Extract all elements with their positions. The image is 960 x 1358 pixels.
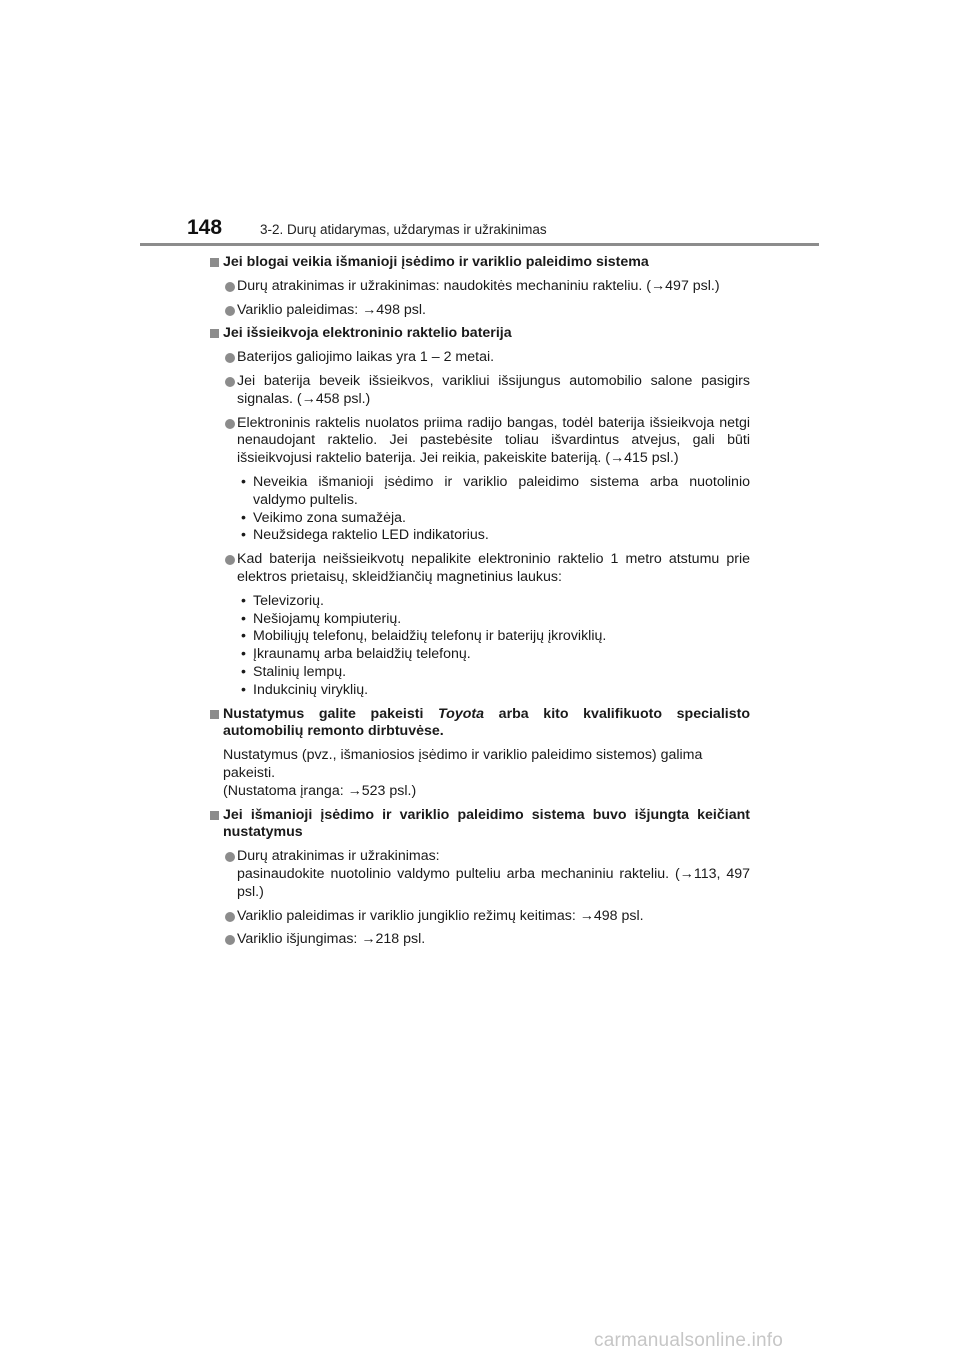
sub-list-item: • Stalinių lempų. [241, 663, 347, 680]
list-item [210, 373, 750, 409]
sub-list [210, 593, 750, 700]
sub-list-item: • Neveikia išmanioji įsėdimo ir variklio paleidimo sistema arba nuotolinio valdymo pultelis. [241, 473, 750, 508]
dot-marker: • [241, 592, 246, 609]
list-item [210, 278, 750, 296]
watermark: carmanualsonline.info [594, 1330, 784, 1351]
page-number: 148 [187, 216, 223, 239]
list-item-text: Durų atrakinimas ir užrakinimas: naudokitės mechaniniu rakteliu. (→497 psl.) [237, 277, 720, 294]
sub-list-item: • Įkraunamų arba belaidžių telefonų. [241, 646, 471, 663]
circle-bullet-icon [225, 852, 235, 862]
list-item-text: Durų atrakinimas ir užrakinimas: [237, 848, 440, 865]
list-item-text: pasinaudokite nuotolinio valdymo pulteliu arba mechaniniu rakteliu. (→113, 497 psl.) [237, 865, 750, 900]
circle-bullet-icon [225, 935, 235, 945]
dot-marker: • [241, 681, 246, 698]
sub-list-item: • Mobiliųjų telefonų, belaidžių telefonų ir baterijų įkroviklių. [241, 628, 607, 645]
circle-bullet-icon [225, 419, 235, 429]
circle-bullet-icon [225, 282, 235, 292]
square-bullet-icon [210, 258, 219, 267]
square-bullet-icon [210, 811, 219, 820]
paragraph-line: Nustatymus (pvz., išmaniosios įsėdimo ir variklio paleidimo sistemos) galima pakeisti. [223, 747, 703, 781]
dot-marker: • [241, 509, 246, 526]
section-heading-battery-depletion [210, 325, 750, 343]
circle-bullet-icon [225, 912, 235, 922]
list-item [210, 415, 750, 468]
dot-marker: • [241, 610, 246, 627]
dot-marker: • [241, 646, 246, 663]
list-item [210, 551, 750, 587]
circle-bullet-icon [225, 377, 235, 387]
list-item [210, 302, 750, 320]
square-bullet-icon [210, 710, 219, 719]
circle-bullet-icon [225, 306, 235, 316]
list-item-text: Elektroninis raktelis nuolatos priima radijo bangas, todėl baterija išsieikvoja netgi nenaudojant raktelio. Jei pastebėsite toliau išvardintus atvejus, gali būti išsieikvojusi raktelio baterija. Jei reikia, pakeiskite bateriją. (→415 psl.) [237, 414, 750, 467]
running-header: 3-2. Durų atidarymas, uždarymas ir užrakinimas [260, 222, 547, 237]
sub-list-item: • Televizorių. [241, 592, 324, 609]
heading-text-post: arba kito kvalifikuoto specialisto automobilių remonto dirbtuvėse. [223, 705, 750, 740]
sub-list-item: • Neužsidega raktelio LED indikatorius. [241, 527, 489, 544]
list-item-text: Baterijos galiojimo laikas yra 1 – 2 metai. [237, 349, 495, 366]
dot-marker: • [241, 527, 246, 544]
dot-marker: • [241, 628, 246, 645]
section-heading-system-disabled [210, 807, 750, 843]
sub-list-item: • Nešiojamų kompiuterių. [241, 610, 402, 627]
dot-marker: • [241, 663, 246, 680]
paragraph [210, 747, 750, 800]
heading-text: Jei blogai veikia išmanioji įsėdimo ir variklio paleidimo sistema [223, 254, 649, 270]
list-item-text: Jei baterija beveik išsieikvos, varikliui išsijungus automobilio salone pasigirs signalas. (→458 psl.) [237, 372, 750, 407]
list-item [210, 908, 750, 926]
list-item [210, 349, 750, 367]
list-item [210, 931, 750, 949]
sub-list-item: • Veikimo zona sumažėja. [241, 509, 406, 526]
list-item-text: Variklio paleidimas: →498 psl. [237, 301, 426, 318]
page-content [210, 254, 750, 955]
heading-text: Jei išmanioji įsėdimo ir variklio paleidimo sistema buvo išjungta keičiant nustatymus [223, 806, 750, 841]
section-heading-settings-change [210, 706, 750, 742]
header-rule [140, 243, 819, 246]
sub-list-item: • Indukcinių viryklių. [241, 681, 369, 698]
paragraph-line: (Nustatoma įranga: →523 psl.) [223, 782, 417, 799]
sub-list [210, 474, 750, 545]
dot-marker: • [241, 473, 246, 490]
list-item-text: Kad baterija neišsieikvotų nepalikite elektroninio raktelio 1 metro atstumu prie elektros prietaisų, skleidžiančių magnetinius laukus: [237, 551, 750, 585]
list-item-text: Variklio paleidimas ir variklio jungiklio režimų keitimas: →498 psl. [237, 907, 644, 924]
brand-name: Toyota [438, 705, 485, 722]
circle-bullet-icon [225, 555, 235, 565]
heading-text: Jei išsieikvoja elektroninio raktelio baterija [223, 325, 512, 342]
square-bullet-icon [210, 329, 219, 338]
circle-bullet-icon [225, 353, 235, 363]
list-item [210, 848, 750, 901]
section-heading-smart-entry-malfunction [210, 254, 750, 272]
list-item-text: Variklio išjungimas: →218 psl. [237, 931, 426, 948]
heading-text-pre: Nustatymus galite pakeisti [223, 705, 439, 722]
